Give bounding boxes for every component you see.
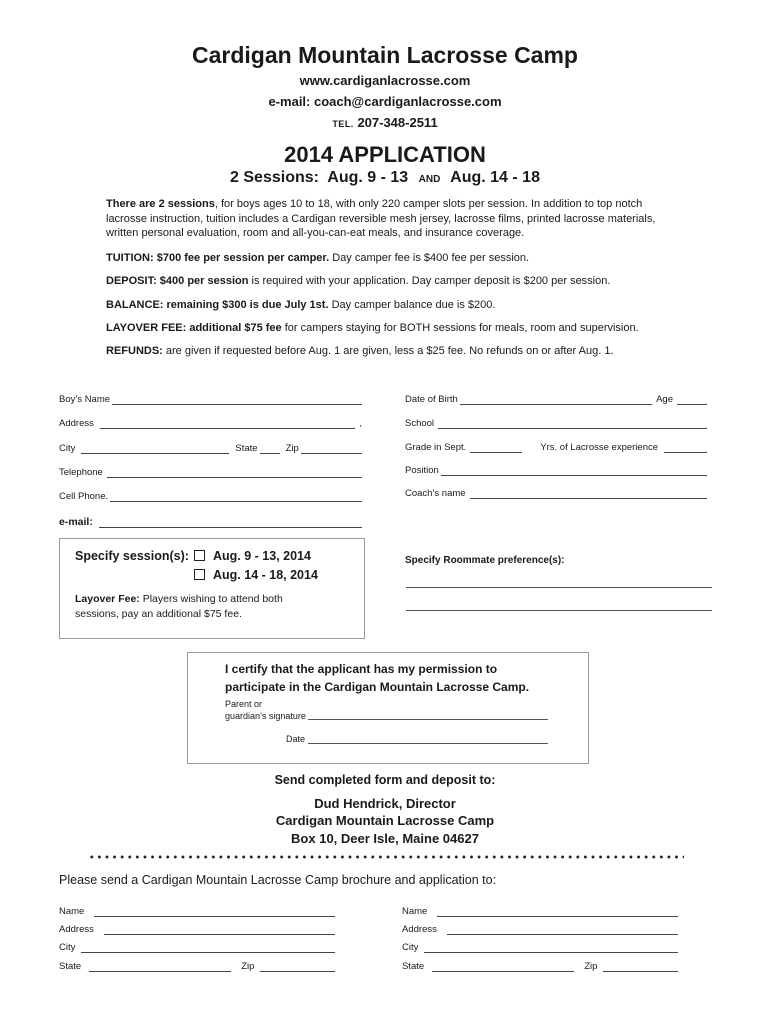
telephone-contact xyxy=(0,115,770,130)
position-field[interactable] xyxy=(405,465,707,476)
sessions-line xyxy=(0,169,770,187)
boys-name-input-line[interactable] xyxy=(112,394,362,405)
session-option-2-label: Aug. 14 - 18, 2014 xyxy=(213,568,318,582)
send-organization: Cardigan Mountain Lacrosse Camp xyxy=(275,813,495,828)
refunds-text: are given if requested before Aug. 1 are given, less a $25 fee. No refunds on or after Aug. 1. xyxy=(162,345,614,357)
brochure-address-label-right: Address xyxy=(402,924,437,935)
tel-label: TEL. xyxy=(332,119,354,129)
school-input-line[interactable] xyxy=(438,418,707,429)
application-title: 2014 APPLICATION xyxy=(284,142,486,167)
camp-title: Cardigan Mountain Lacrosse Camp xyxy=(192,42,578,68)
age-label: Age xyxy=(656,394,673,405)
grade-input-line[interactable] xyxy=(470,442,522,453)
cell-phone-field[interactable] xyxy=(59,491,362,502)
coach-field[interactable] xyxy=(405,488,707,499)
email-field[interactable] xyxy=(59,516,362,528)
intro-paragraph xyxy=(106,197,672,241)
session-option-1[interactable] xyxy=(194,549,311,563)
brochure-address-left[interactable] xyxy=(59,924,335,935)
school-field[interactable] xyxy=(405,418,707,429)
coach-label: Coach’s name xyxy=(405,488,466,499)
experience-label: Yrs. of Lacrosse experience xyxy=(540,442,659,453)
email-label: e-mail: xyxy=(59,516,93,528)
brochure-state-line-right[interactable] xyxy=(432,961,574,972)
brochure-name-label-left: Name xyxy=(59,906,85,917)
session-2-checkbox[interactable] xyxy=(194,569,205,580)
brochure-name-line-right[interactable] xyxy=(437,906,678,917)
address-field[interactable] xyxy=(59,418,362,429)
brochure-address-right[interactable] xyxy=(402,924,678,935)
deposit-line xyxy=(106,274,672,289)
email-contact[interactable]: e-mail: coach@cardiganlacrosse.com xyxy=(268,94,502,109)
experience-input-line[interactable] xyxy=(664,442,707,453)
telephone-input-line[interactable] xyxy=(107,467,362,478)
intro-bold: There are 2 sessions xyxy=(106,198,215,210)
email-input-line[interactable] xyxy=(99,517,362,528)
layover-fee-bold: Layover Fee: xyxy=(75,593,140,605)
brochure-name-right[interactable] xyxy=(402,906,678,917)
brochure-zip-label-right: Zip xyxy=(584,961,598,972)
brochure-name-left[interactable] xyxy=(59,906,335,917)
telephone-label: Telephone xyxy=(59,467,103,478)
roommate-input-line-2[interactable] xyxy=(406,610,712,611)
brochure-name-label-right: Name xyxy=(402,906,428,917)
brochure-city-label-left: City xyxy=(59,942,76,953)
zip-input-line[interactable] xyxy=(301,443,362,454)
send-heading: Send completed form and deposit to: xyxy=(274,773,496,787)
layover-text: for campers staying for BOTH sessions for meals, room and supervision. xyxy=(281,322,639,334)
address-label: Address xyxy=(59,418,94,429)
position-input-line[interactable] xyxy=(441,465,707,476)
brochure-name-line-left[interactable] xyxy=(94,906,335,917)
brochure-city-label-right: City xyxy=(402,942,419,953)
refunds-bold: REFUNDS: xyxy=(106,345,163,357)
boys-name-field[interactable] xyxy=(59,394,362,405)
brochure-state-line-left[interactable] xyxy=(89,961,231,972)
layover-fee-text: Players wishing to attend both sessions, pay an additional $75 fee. xyxy=(75,593,283,620)
telephone-field[interactable] xyxy=(59,467,362,478)
city-state-zip-field[interactable] xyxy=(59,443,362,454)
brochure-state-label-right: State xyxy=(402,961,425,972)
dob-label: Date of Birth xyxy=(405,394,458,405)
balance-text: Day camper balance due is $200. xyxy=(328,299,496,311)
website-link[interactable]: www.cardiganlacrosse.com xyxy=(299,73,471,88)
signature-label-line-1: Parent or xyxy=(225,699,263,709)
tuition-text: Day camper fee is $400 fee per session. xyxy=(329,252,530,264)
brochure-zip-line-right[interactable] xyxy=(603,961,678,972)
city-input-line[interactable] xyxy=(81,443,229,454)
brochure-address-line-left[interactable] xyxy=(104,924,335,935)
brochure-state-label-left: State xyxy=(59,961,82,972)
age-input-line[interactable] xyxy=(677,394,707,405)
brochure-heading: Please send a Cardigan Mountain Lacrosse Camp brochure and application to: xyxy=(59,873,497,887)
brochure-zip-label-left: Zip xyxy=(241,961,255,972)
send-director: Dud Hendrick, Director xyxy=(314,796,456,811)
signature-label xyxy=(225,698,306,722)
brochure-address-label-left: Address xyxy=(59,924,94,935)
coach-input-line[interactable] xyxy=(470,488,707,499)
grade-label: Grade in Sept. xyxy=(405,442,467,453)
tuition-bold: TUITION: $700 fee per session per camper. xyxy=(106,252,330,264)
school-label: School xyxy=(405,418,435,429)
signature-label-line-2: guardian’s signature xyxy=(225,711,306,721)
address-comma: , xyxy=(359,418,362,429)
brochure-state-zip-left[interactable] xyxy=(59,961,335,972)
city-label: City xyxy=(59,443,76,454)
intro-text: , for boys ages 10 to 18, with only 220 camper slots per session. In addition to top notch lacrosse instruction, tuition includes a Cardigan reversible mesh jersey, lacrosse films, printed lacrosse materials, written personal evaluation, room and all-you-can-eat meals, and insurance coverage. xyxy=(106,198,656,239)
session-one-dates: Aug. 9 - 13 xyxy=(327,169,409,186)
date-input-line[interactable] xyxy=(308,743,548,744)
deposit-bold: DEPOSIT: $400 per session xyxy=(106,275,249,287)
cell-phone-label: Cell Phone. xyxy=(59,491,109,502)
zip-label: Zip xyxy=(285,443,299,454)
sessions-prefix: 2 Sessions: xyxy=(230,169,319,186)
layover-fee-note xyxy=(75,592,325,622)
state-label: State xyxy=(235,443,258,454)
boys-name-label: Boy’s Name xyxy=(59,394,111,405)
roommate-input-line-1[interactable] xyxy=(406,587,712,588)
send-address: Box 10, Deer Isle, Maine 04627 xyxy=(291,831,479,846)
dotted-separator xyxy=(88,854,684,860)
brochure-city-line-right[interactable] xyxy=(424,942,678,953)
brochure-city-left[interactable] xyxy=(59,942,335,953)
address-input-line[interactable] xyxy=(100,418,356,429)
dob-age-field[interactable] xyxy=(405,394,707,405)
session-two-dates: Aug. 14 - 18 xyxy=(450,169,540,186)
tuition-line xyxy=(106,251,672,266)
deposit-text: is required with your application. Day camper deposit is $200 per session. xyxy=(248,275,611,287)
brochure-city-right[interactable] xyxy=(402,942,678,953)
session-selection-box xyxy=(59,538,365,639)
sessions-and: AND xyxy=(418,174,441,185)
refunds-line xyxy=(106,344,672,359)
date-label: Date xyxy=(286,734,306,744)
tel-number: 207-348-2511 xyxy=(357,115,438,130)
cell-phone-input-line[interactable] xyxy=(110,491,362,502)
session-1-checkbox[interactable] xyxy=(194,550,205,561)
brochure-city-line-left[interactable] xyxy=(81,942,335,953)
balance-line xyxy=(106,298,672,313)
session-select-label: Specify session(s): xyxy=(75,549,189,563)
session-option-1-label: Aug. 9 - 13, 2014 xyxy=(213,549,311,563)
session-option-2[interactable] xyxy=(194,568,318,582)
brochure-state-zip-right[interactable] xyxy=(402,961,678,972)
balance-bold: BALANCE: remaining $300 is due July 1st. xyxy=(106,299,329,311)
grade-experience-field[interactable] xyxy=(405,442,707,453)
position-label: Position xyxy=(405,465,439,476)
brochure-zip-line-left[interactable] xyxy=(260,961,335,972)
state-input-line[interactable] xyxy=(260,443,280,454)
layover-bold: LAYOVER FEE: additional $75 fee xyxy=(106,322,282,334)
certification-text: I certify that the applicant has my permission to participate in the Cardigan Mountain Lacrosse Camp. xyxy=(225,662,530,694)
layover-line xyxy=(106,321,672,336)
signature-input-line[interactable] xyxy=(308,719,548,720)
brochure-address-line-right[interactable] xyxy=(447,924,678,935)
dob-input-line[interactable] xyxy=(460,394,652,405)
roommate-label: Specify Roommate preference(s): xyxy=(405,555,565,566)
certification-box xyxy=(187,652,589,764)
